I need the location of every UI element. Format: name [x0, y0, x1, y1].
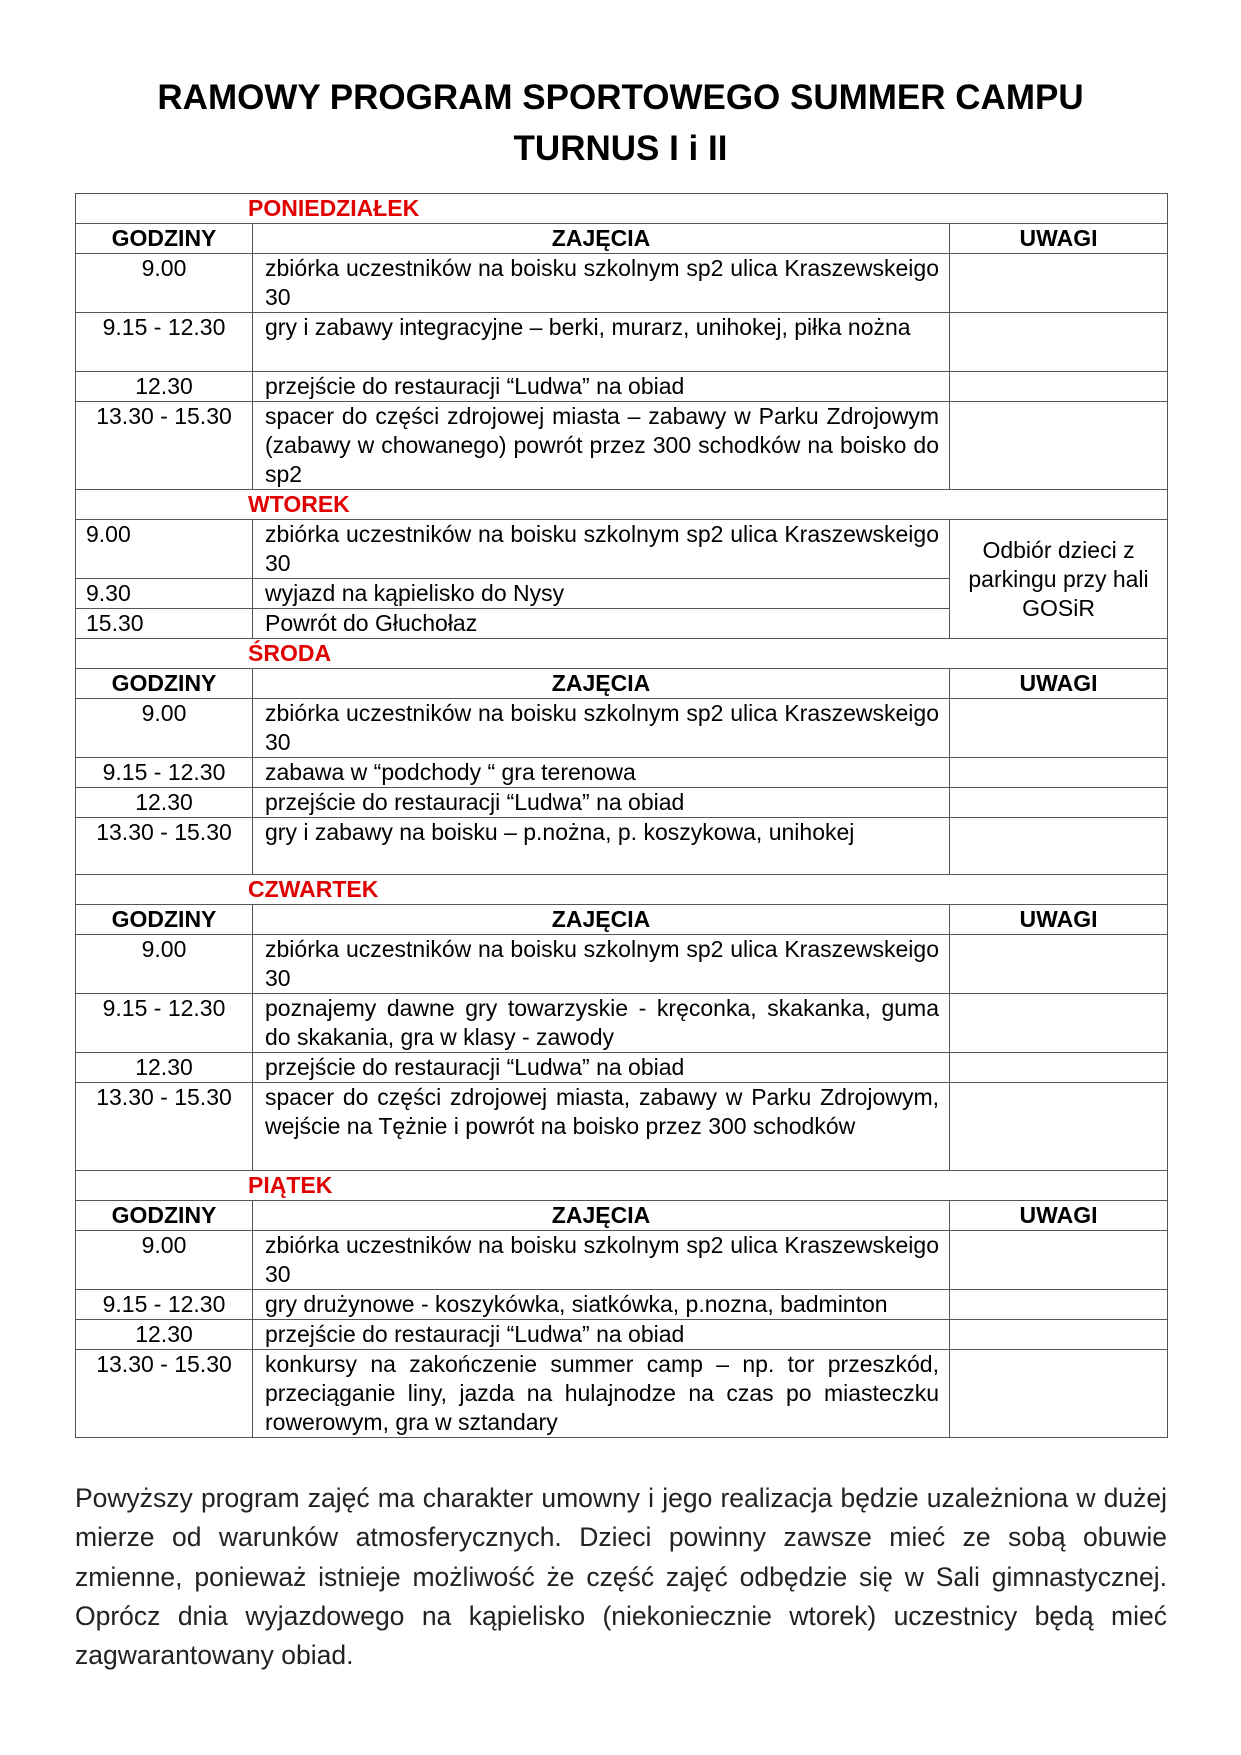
day-header-row [76, 194, 1168, 224]
time-cell: 13.30 - 15.30 [76, 818, 253, 875]
notes-cell [950, 520, 1168, 639]
table-row [76, 1053, 1168, 1083]
time-cell: 15.30 [76, 609, 253, 639]
time-cell: 9.15 - 12.30 [76, 758, 253, 788]
notes-cell [950, 758, 1168, 788]
table-row [76, 1290, 1168, 1320]
notes-cell [950, 1290, 1168, 1320]
table-row [76, 818, 1168, 875]
header-activity: ZAJĘCIA [253, 1201, 950, 1231]
time-cell: 12.30 [76, 1320, 253, 1350]
time-cell: 9.00 [76, 699, 253, 758]
notes-cell [950, 402, 1168, 490]
table-row [76, 994, 1168, 1053]
activity-cell: gry i zabawy integracyjne – berki, murarz, unihokej, piłka nożna [253, 313, 950, 372]
table-row [76, 788, 1168, 818]
header-activity: ZAJĘCIA [253, 905, 950, 935]
activity-cell: zbiórka uczestników na boisku szkolnym sp2 ulica Kraszewskeigo 30 [253, 935, 950, 994]
table-row [76, 699, 1168, 758]
activity-cell: przejście do restauracji “Ludwa” na obiad [253, 788, 950, 818]
activity-cell: spacer do części zdrojowej miasta – zabawy w Parku Zdrojowym (zabawy w chowanego) powrót przez 300 schodków na boisko do sp2 [253, 402, 950, 490]
note-line: Odbiór dzieci z [982, 536, 1135, 563]
table-row [76, 313, 1168, 372]
table-row [76, 1231, 1168, 1290]
activity-cell: przejście do restauracji “Ludwa” na obiad [253, 372, 950, 402]
activity-cell: gry drużynowe - koszykówka, siatkówka, p.nozna, badminton [253, 1290, 950, 1320]
day-header-row [76, 875, 1168, 905]
header-notes: UWAGI [950, 905, 1168, 935]
table-row [76, 1320, 1168, 1350]
time-cell: 13.30 - 15.30 [76, 1350, 253, 1438]
notes-cell [950, 1231, 1168, 1290]
activity-cell: zbiórka uczestników na boisku szkolnym sp2 ulica Kraszewskeigo 30 [253, 699, 950, 758]
day-header-row [76, 639, 1168, 669]
day-name: PIĄTEK [76, 1171, 1168, 1201]
notes-cell [950, 254, 1168, 313]
table-row [76, 402, 1168, 490]
notes-cell [950, 699, 1168, 758]
header-activity: ZAJĘCIA [253, 224, 950, 254]
table-row [76, 1350, 1168, 1438]
table-row [76, 1083, 1168, 1171]
activity-cell: gry i zabawy na boisku – p.nożna, p. koszykowa, unihokej [253, 818, 950, 875]
note-line: GOSiR [1022, 594, 1095, 621]
column-header-row [76, 224, 1168, 254]
notes-cell [950, 1350, 1168, 1438]
activity-cell: spacer do części zdrojowej miasta, zabawy w Parku Zdrojowym, wejście na Tężnie i powrót na boisko przez 300 schodków [253, 1083, 950, 1171]
notes-cell [950, 788, 1168, 818]
activity-cell: zbiórka uczestników na boisku szkolnym sp2 ulica Kraszewskeigo 30 [253, 520, 950, 579]
table-row [76, 254, 1168, 313]
notes-cell [950, 818, 1168, 875]
time-cell: 12.30 [76, 372, 253, 402]
time-cell: 9.15 - 12.30 [76, 1290, 253, 1320]
notes-cell [950, 1053, 1168, 1083]
notes-cell [950, 935, 1168, 994]
table-row [76, 935, 1168, 994]
table-row [76, 520, 1168, 579]
day-name: WTOREK [76, 490, 1168, 520]
notes-cell [950, 372, 1168, 402]
header-time: GODZINY [76, 669, 253, 699]
header-time: GODZINY [76, 905, 253, 935]
time-cell: 9.00 [76, 520, 253, 579]
header-notes: UWAGI [950, 669, 1168, 699]
day-name: CZWARTEK [76, 875, 1168, 905]
column-header-row [76, 669, 1168, 699]
day-header-row [76, 1171, 1168, 1201]
activity-cell: wyjazd na kąpielisko do Nysy [253, 579, 950, 609]
time-cell: 13.30 - 15.30 [76, 1083, 253, 1171]
day-name: ŚRODA [76, 639, 1168, 669]
activity-cell: przejście do restauracji “Ludwa” na obiad [253, 1053, 950, 1083]
table-row [76, 372, 1168, 402]
time-cell: 9.15 - 12.30 [76, 313, 253, 372]
time-cell: 9.30 [76, 579, 253, 609]
document-title: RAMOWY PROGRAM SPORTOWEGO SUMMER CAMPU [157, 78, 1084, 117]
activity-cell: zabawa w “podchody “ gra terenowa [253, 758, 950, 788]
column-header-row [76, 1201, 1168, 1231]
notes-cell [950, 994, 1168, 1053]
note-line: parkingu przy hali [968, 565, 1149, 592]
header-time: GODZINY [76, 1201, 253, 1231]
activity-cell: zbiórka uczestników na boisku szkolnym sp2 ulica Kraszewskeigo 30 [253, 1231, 950, 1290]
notes-cell [950, 313, 1168, 372]
activity-cell: poznajemy dawne gry towarzyskie - kręconka, skakanka, guma do skakania, gra w klasy - zawody [253, 994, 950, 1053]
footer-paragraph: Powyższy program zajęć ma charakter umowny i jego realizacja będzie uzależniona w dużej mierze od warunków atmosferycznych. Dzieci powinny zawsze mieć ze sobą obuwie zmienne, ponieważ istnieje możliwość że część zajęć odbędzie się w Sali gimnastycznej. Oprócz dnia wyjazdowego na kąpielisko (niekoniecznie wtorek) uczestnicy będą mieć zagwarantowany obiad. [75, 1483, 1167, 1671]
table-row [76, 758, 1168, 788]
day-header-row [76, 490, 1168, 520]
day-name: PONIEDZIAŁEK [76, 194, 1168, 224]
header-notes: UWAGI [950, 1201, 1168, 1231]
activity-cell: przejście do restauracji “Ludwa” na obiad [253, 1320, 950, 1350]
activity-cell: Powrót do Głuchołaz [253, 609, 950, 639]
activity-cell: zbiórka uczestników na boisku szkolnym sp2 ulica Kraszewskeigo 30 [253, 254, 950, 313]
schedule-table [75, 193, 1168, 1438]
time-cell: 9.00 [76, 254, 253, 313]
document-subtitle: TURNUS I i II [513, 129, 728, 168]
notes-cell [950, 1083, 1168, 1171]
notes-cell [950, 1320, 1168, 1350]
header-time: GODZINY [76, 224, 253, 254]
column-header-row [76, 905, 1168, 935]
time-cell: 13.30 - 15.30 [76, 402, 253, 490]
time-cell: 9.00 [76, 935, 253, 994]
header-activity: ZAJĘCIA [253, 669, 950, 699]
time-cell: 9.00 [76, 1231, 253, 1290]
time-cell: 12.30 [76, 1053, 253, 1083]
activity-cell: konkursy na zakończenie summer camp – np. tor przeszkód, przeciąganie liny, jazda na hulajnodze na czas po miasteczku rowerowym, gra w sztandary [253, 1350, 950, 1438]
time-cell: 12.30 [76, 788, 253, 818]
time-cell: 9.15 - 12.30 [76, 994, 253, 1053]
header-notes: UWAGI [950, 224, 1168, 254]
